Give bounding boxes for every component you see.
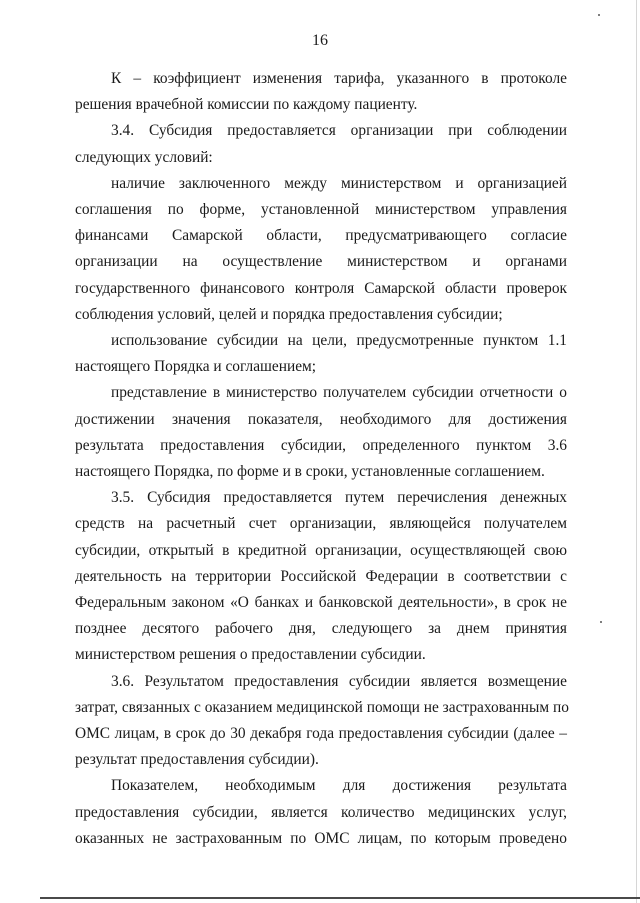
text-line: 3.4. Субсидия предоставляется организации при соблюдении [111, 122, 567, 140]
text-line: оказанных не застрахованным по ОМС лицам, по которым проведено [75, 829, 567, 847]
page-number: 16 [312, 32, 328, 49]
text-line: соглашения по форме, установленной министерством управления [75, 201, 567, 219]
document-body [75, 66, 567, 852]
text-line: результат предоставления субсидии). [75, 751, 319, 769]
text-line: соблюдения условий, целей и порядка предоставления субсидии; [75, 305, 503, 323]
text-line: средств на расчетный счет организации, являющейся получателем [75, 515, 567, 533]
paragraph-indicator [75, 773, 567, 852]
text-line: государственного финансового контроля Самарской области проверок [75, 279, 567, 297]
text-line: Показателем, необходимым для достижения результата [111, 777, 567, 795]
text-line: организации на осуществление министерством и органами [75, 253, 567, 271]
text-line: наличие заключенного между министерством и организацией [111, 174, 567, 192]
paragraph-coefficient-k [75, 66, 567, 118]
text-line: настоящего Порядка, по форме и в сроки, установленные соглашением. [75, 463, 545, 481]
text-line: субсидии, открытый в кредитной организации, осуществляющей свою [75, 541, 567, 559]
page-edge-line [636, 0, 637, 903]
paragraph-condition-reporting [75, 380, 567, 485]
text-line: решения врачебной комиссии по каждому пациенту. [75, 96, 418, 114]
text-line: позднее десятого рабочего дня, следующего за днем принятия [75, 620, 567, 638]
text-line: использование субсидии на цели, предусмотренные пунктом 1.1 [111, 332, 567, 350]
text-line: 3.5. Субсидия предоставляется путем перечисления денежных [111, 489, 567, 507]
paragraph-condition-agreement [75, 171, 567, 328]
text-line: затрат, связанных с оказанием медицинской помощи не застрахованным по [75, 698, 569, 716]
text-line: представление в министерство получателем субсидии отчетности о [111, 384, 567, 402]
paragraph-condition-usage [75, 328, 567, 380]
text-line: 3.6. Результатом предоставления субсидии является возмещение [111, 672, 567, 690]
text-line: настоящего Порядка и соглашением; [75, 358, 317, 376]
text-line: К – коэффициент изменения тарифа, указанного в протоколе [111, 70, 567, 87]
text-line: министерством решения о предоставлении субсидии. [75, 646, 426, 664]
text-line: достижении значения показателя, необходимого для достижения [75, 410, 567, 428]
text-line: следующих условий: [75, 148, 213, 166]
text-line: Федеральным законом «О банках и банковской деятельности», в срок не [75, 594, 567, 612]
scan-speck [598, 14, 600, 16]
text-line: результата предоставления субсидии, определенного пунктом 3.6 [75, 436, 567, 454]
page-bottom-edge [40, 897, 640, 899]
paragraph-3-5 [75, 485, 567, 668]
paragraph-3-6 [75, 669, 567, 774]
text-line: деятельность на территории Российской Федерации в соответствии с [75, 567, 567, 585]
text-line: ОМС лицам, в срок до 30 декабря года предоставления субсидии (далее – [75, 725, 567, 743]
text-line: финансами Самарской области, предусматривающего согласие [75, 227, 567, 245]
text-line: предоставления субсидии, является количество медицинских услуг, [75, 803, 567, 821]
paragraph-3-4 [75, 118, 567, 170]
scan-speck [600, 621, 602, 623]
